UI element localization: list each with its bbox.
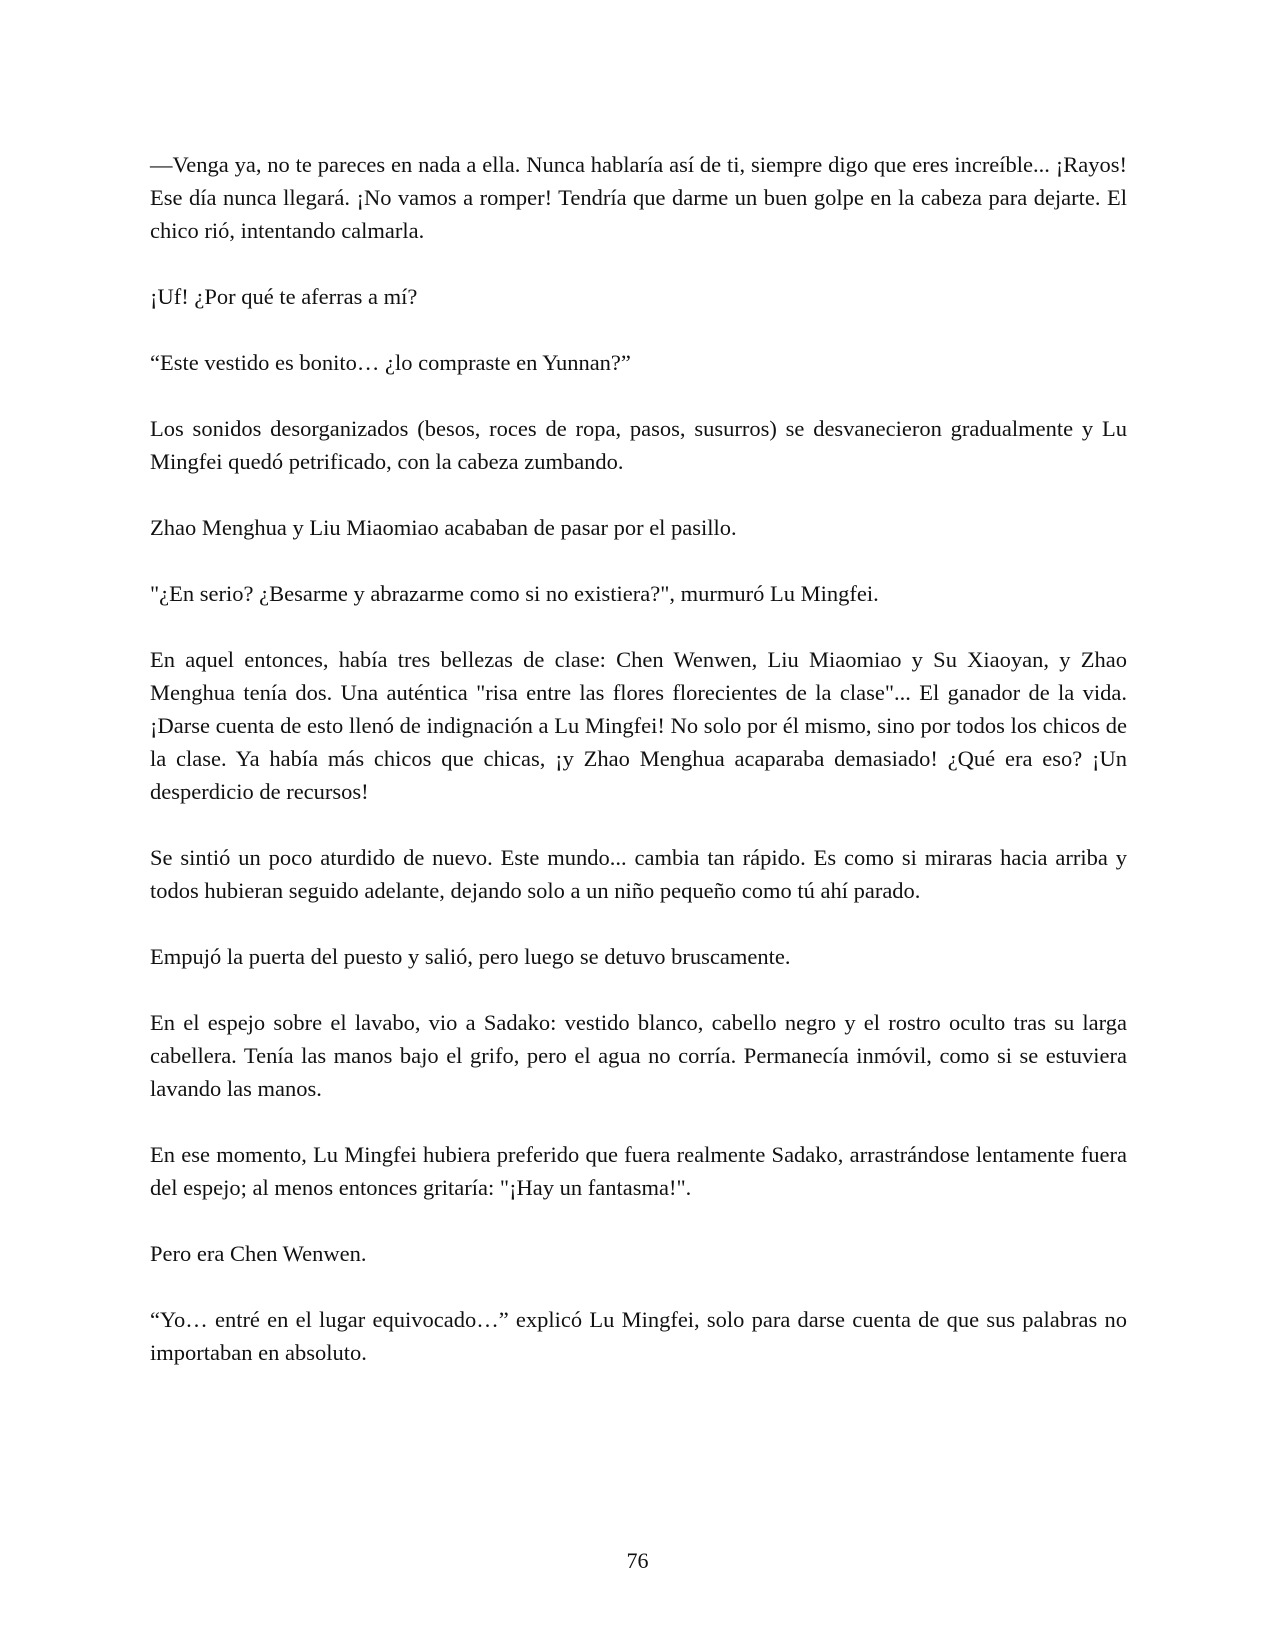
paragraph: En aquel entonces, había tres bellezas de clase: Chen Wenwen, Liu Miaomiao y Su Xiaoyan, y Zhao Menghua tenía dos. Una auténtica "risa entre las flores florecientes de la clase"... El ganador de la vida. ¡Darse cuenta de esto llenó de indignación a Lu Mingfei! No solo por él mismo, sino por todos los chicos de la clase. Ya había más chicos que chicas, ¡y Zhao Menghua acaparaba demasiado! ¿Qué era eso? ¡Un desperdicio de recursos! (150, 647, 1127, 804)
paragraph: Se sintió un poco aturdido de nuevo. Este mundo... cambia tan rápido. Es como si miraras hacia arriba y todos hubieran seguido adelante, dejando solo a un niño pequeño como tú ahí parado. (150, 845, 1127, 903)
page-number: 76 (626, 1548, 649, 1573)
paragraph: Pero era Chen Wenwen. (150, 1241, 367, 1266)
body-text (150, 148, 1127, 1402)
paragraph: Empujó la puerta del puesto y salió, pero luego se detuvo bruscamente. (150, 944, 791, 969)
paragraph: “Este vestido es bonito… ¿lo compraste en Yunnan?” (150, 350, 631, 375)
paragraph: Los sonidos desorganizados (besos, roces de ropa, pasos, susurros) se desvanecieron gradualmente y Lu Mingfei quedó petrificado, con la cabeza zumbando. (150, 416, 1127, 474)
paragraph: "¿En serio? ¿Besarme y abrazarme como si no existiera?", murmuró Lu Mingfei. (150, 581, 879, 606)
paragraph: En ese momento, Lu Mingfei hubiera preferido que fuera realmente Sadako, arrastrándose lentamente fuera del espejo; al menos entonces gritaría: "¡Hay un fantasma!". (150, 1142, 1127, 1200)
paragraph: “Yo… entré en el lugar equivocado…” explicó Lu Mingfei, solo para darse cuenta de que sus palabras no importaban en absoluto. (150, 1307, 1127, 1365)
paragraph: Zhao Menghua y Liu Miaomiao acababan de pasar por el pasillo. (150, 515, 737, 540)
paragraph: —Venga ya, no te pareces en nada a ella. Nunca hablaría así de ti, siempre digo que eres increíble... ¡Rayos! Ese día nunca llegará. ¡No vamos a romper! Tendría que darme un buen golpe en la cabeza para dejarte. El chico rió, intentando calmarla. (150, 152, 1127, 243)
paragraph: ¡Uf! ¿Por qué te aferras a mí? (150, 284, 418, 309)
paragraph: En el espejo sobre el lavabo, vio a Sadako: vestido blanco, cabello negro y el rostro oculto tras su larga cabellera. Tenía las manos bajo el grifo, pero el agua no corría. Permanecía inmóvil, como si se estuviera lavando las manos. (150, 1010, 1127, 1101)
